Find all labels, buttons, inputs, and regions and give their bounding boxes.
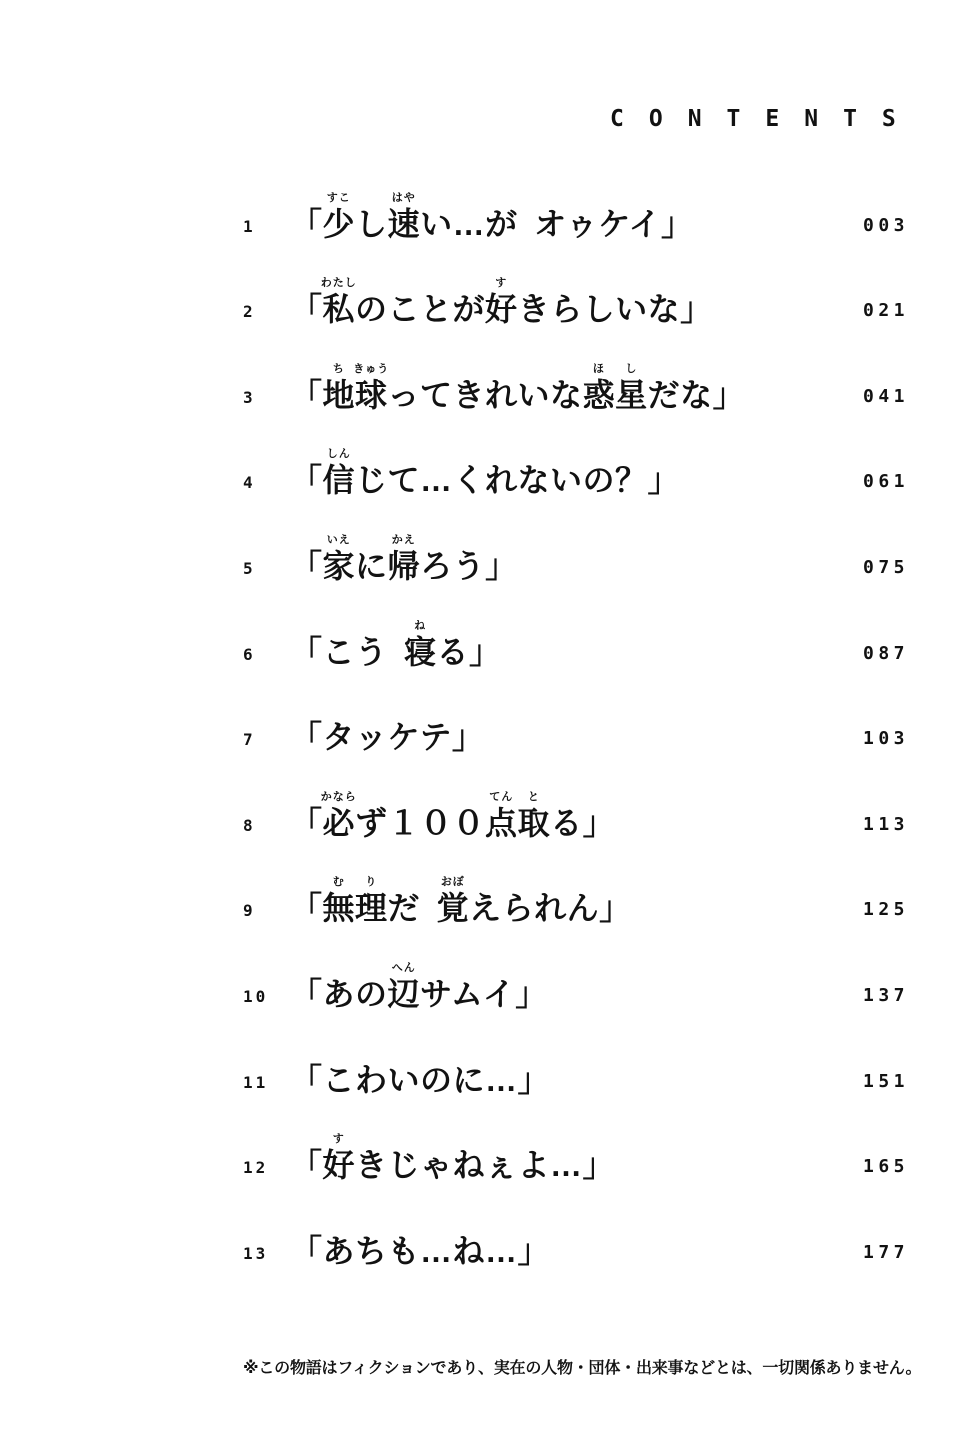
toc-entry — [0, 325, 964, 411]
chapter-title — [290, 619, 502, 670]
chapter-title — [290, 719, 485, 756]
title-segment: 「 — [290, 291, 323, 328]
toc-entry — [0, 240, 964, 326]
page-number: 177 — [862, 1241, 909, 1263]
title-segment: 家 いえ — [322, 533, 356, 584]
page-number: 075 — [862, 556, 909, 578]
furigana: てん — [489, 790, 514, 803]
title-segment: 地 ち — [322, 362, 356, 413]
disclaimer: ※この物語はフィクションであり、実在の人物・団体・出来事などとは、一切関係ありません。 — [243, 1360, 922, 1377]
furigana: む — [332, 876, 345, 889]
title-segment: 覚 おぼ — [436, 876, 470, 927]
furigana: ち — [332, 362, 345, 375]
title-segment: だな」 — [647, 376, 746, 413]
title-segment: 「 — [290, 890, 323, 927]
title-segment: 「 — [290, 462, 323, 499]
chapter-number: 12 — [243, 1158, 269, 1178]
title-segment: 「あちも…ね…」 — [290, 1232, 551, 1269]
chapter-title — [290, 362, 746, 413]
furigana: す — [332, 1133, 345, 1146]
furigana: かえ — [391, 533, 416, 546]
furigana: かなら — [320, 790, 357, 803]
page-number: 103 — [862, 728, 909, 750]
chapter-title — [290, 533, 518, 584]
title-segment: 必 かなら — [320, 790, 357, 841]
title-segment: 「こう — [290, 633, 405, 670]
title-segment: 「タッケテ」 — [290, 719, 485, 756]
title-segment: 「あの — [290, 975, 388, 1012]
furigana: きゅう — [353, 362, 390, 375]
toc-list — [0, 154, 964, 1267]
title-segment: る」 — [436, 633, 502, 670]
page-title: CONTENTS — [610, 106, 921, 132]
toc-entry — [0, 154, 964, 240]
chapter-number: 9 — [243, 901, 256, 921]
chapter-number: 4 — [243, 473, 256, 493]
furigana: はや — [391, 191, 416, 204]
furigana: へん — [391, 961, 416, 974]
page-number: 137 — [862, 984, 909, 1006]
title-segment: 好 す — [485, 277, 518, 328]
title-segment: じて…くれないの？」 — [355, 462, 681, 499]
page-number: 061 — [862, 471, 909, 493]
page-number: 003 — [862, 214, 909, 236]
furigana: すこ — [326, 191, 351, 204]
title-segment: 少 すこ — [322, 191, 356, 242]
page-number: 087 — [862, 642, 909, 664]
furigana: し — [625, 362, 638, 375]
title-segment: 理 り — [355, 876, 388, 927]
chapter-number: 8 — [243, 815, 256, 835]
title-segment: 「 — [290, 205, 323, 242]
title-segment: し — [355, 205, 388, 242]
furigana: り — [365, 876, 378, 889]
title-segment: 寝 ね — [404, 619, 437, 670]
title-segment: 辺 へん — [387, 961, 421, 1012]
title-segment: 無 む — [322, 876, 356, 927]
page-number: 113 — [862, 813, 909, 835]
title-segment: きじゃねぇよ…」 — [355, 1147, 616, 1184]
chapter-title — [290, 448, 681, 499]
title-segment: 星 し — [615, 362, 648, 413]
title-segment: に — [355, 547, 388, 584]
title-segment: 帰 かえ — [387, 533, 421, 584]
title-segment: 好 す — [322, 1133, 356, 1184]
title-segment: だ — [387, 890, 437, 927]
title-segment: 「 — [290, 804, 323, 841]
page-number: 165 — [862, 1156, 909, 1178]
toc-entry — [0, 411, 964, 497]
chapter-number: 7 — [243, 730, 256, 750]
chapter-title — [290, 790, 616, 841]
furigana: わたし — [320, 277, 357, 290]
title-segment: 速 はや — [387, 191, 421, 242]
title-segment: 「 — [290, 1147, 323, 1184]
title-segment: 点 てん — [485, 790, 518, 841]
title-segment: 惑 ほ — [582, 362, 616, 413]
toc-entry — [0, 1181, 964, 1267]
chapter-title — [290, 191, 694, 242]
title-segment: る」 — [550, 804, 616, 841]
toc-entry — [0, 668, 964, 754]
toc-entry — [0, 1096, 964, 1182]
chapter-number: 11 — [243, 1072, 269, 1092]
title-segment: 「 — [290, 547, 323, 584]
chapter-title — [290, 961, 548, 1012]
toc-entry — [0, 924, 964, 1010]
chapter-title — [290, 876, 632, 927]
furigana: ほ — [592, 362, 605, 375]
furigana: す — [495, 277, 508, 290]
title-segment: ってきれいな — [387, 376, 583, 413]
page-number: 151 — [862, 1070, 909, 1092]
toc-entry — [0, 582, 964, 668]
furigana: おぼ — [440, 876, 465, 889]
chapter-title — [290, 1061, 551, 1098]
title-segment: ず１００ — [355, 804, 486, 841]
title-segment: きらしいな」 — [517, 291, 713, 328]
chapter-title — [290, 1133, 616, 1184]
page-number: 125 — [862, 899, 909, 921]
chapter-number: 6 — [243, 644, 256, 664]
chapter-title — [290, 1232, 551, 1269]
toc-entry — [0, 1010, 964, 1096]
furigana: と — [527, 790, 540, 803]
title-segment: サムイ」 — [420, 975, 548, 1012]
title-segment: のことが — [355, 291, 486, 328]
furigana: いえ — [326, 533, 351, 546]
title-segment: 「こわいのに…」 — [290, 1061, 551, 1098]
toc-entry — [0, 839, 964, 925]
furigana: ね — [414, 619, 427, 632]
toc-entry — [0, 753, 964, 839]
page-number: 021 — [862, 300, 909, 322]
chapter-number: 13 — [243, 1243, 269, 1263]
chapter-number: 5 — [243, 558, 256, 578]
toc-entry — [0, 496, 964, 582]
title-segment: ろう」 — [420, 547, 518, 584]
chapter-number: 2 — [243, 302, 256, 322]
chapter-title — [290, 277, 713, 328]
title-segment: 取 と — [517, 790, 551, 841]
chapter-number: 1 — [243, 216, 256, 236]
title-segment: 信 しん — [322, 448, 356, 499]
title-segment: 「 — [290, 376, 323, 413]
furigana: しん — [326, 448, 351, 461]
chapter-number: 10 — [243, 986, 269, 1006]
page-number: 041 — [862, 385, 909, 407]
chapter-number: 3 — [243, 387, 256, 407]
title-segment: い…が オゥケイ」 — [420, 205, 694, 242]
title-segment: 私 わたし — [320, 277, 357, 328]
title-segment: 球 きゅう — [353, 362, 390, 413]
title-segment: えられん」 — [469, 890, 632, 927]
